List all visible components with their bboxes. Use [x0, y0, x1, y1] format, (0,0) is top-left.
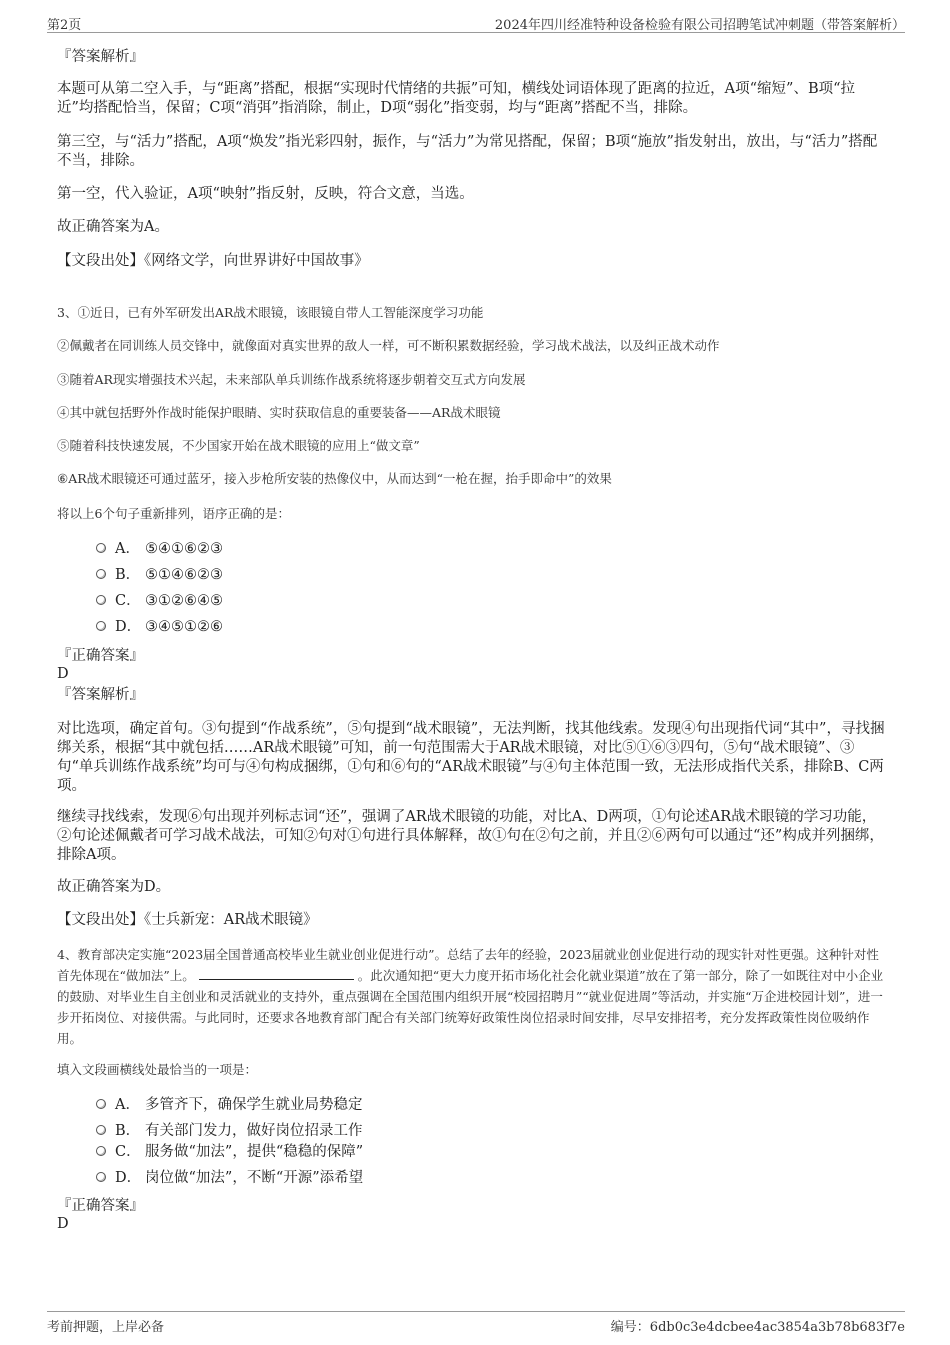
footer-slogan: 考前押题，上岸必备 — [47, 1320, 165, 1335]
page-header — [47, 12, 905, 33]
radio-icon[interactable] — [96, 1172, 106, 1182]
q4-option-b[interactable]: B． 有关部门发力，做好岗位招录工作 — [96, 1121, 363, 1141]
q4-passage: 4、教育部决定实施“2023届全国普通高校毕业生就业创业促进行动”。总结了去年的经验，2023届就业创业促进行动的现实针对性更强。这种针对性首先体现在“做加法”上。 。此次通知把“更大力度开拓市场化社会化就业渠道”放在了第一部分，除了一如既往对中小企业的鼓励、对毕业生自主创业和灵活就业的支持外，重点强调在全国范围内组织开展“校园招聘月”“就业促进周”等活动，并实施“万企进校园计划”，进一步开拓岗位、对接供需。与此同时，还要求各地教育部门配合有关部门统筹好政策性岗位招录时间安排，尽早安排招考，充分发挥政策性岗位吸纳作用。 — [57, 947, 884, 1046]
q3-sentence-5: ⑤随着科技快速发展，不少国家开始在战术眼镜的应用上“做文章” — [57, 438, 420, 453]
q3-option-a[interactable]: A． ⑤④①⑥②③ — [96, 539, 223, 559]
q3-sentence-3: ③随着AR现实增强技术兴起，未来部队单兵训练作战系统将逐步朝着交互式方向发展 — [57, 372, 526, 387]
radio-icon[interactable] — [96, 543, 106, 553]
document-title: 2024年四川经准特种设备检验有限公司招聘笔试冲刺题（带答案解析） — [494, 18, 905, 33]
radio-icon[interactable] — [96, 1099, 106, 1109]
q3-analysis-p2: 继续寻找线索，发现⑥句出现并列标志词“还”，强调了AR战术眼镜的功能，对比A、D两项，①句论述AR战术眼镜的学习功能，②句论述佩戴者可学习战术战法，可知②句对①句进行具体解释，故①句在②句之前，并且②⑥两句可以通过“还”构成并列捆绑，排除A项。 — [57, 809, 884, 863]
q3-sentence-2: ②佩戴者在同训练人员交锋中，就像面对真实世界的敌人一样，可不断积累数据经验，学习战术战法，以及纠正战术动作 — [57, 338, 720, 353]
answer-blank — [199, 967, 354, 980]
q3-prompt: 将以上6个句子重新排列，语序正确的是： — [57, 506, 290, 521]
radio-icon[interactable] — [96, 1146, 106, 1156]
radio-icon[interactable] — [96, 569, 106, 579]
q4-option-d[interactable]: D． 岗位做“加法”，不断“开源”添希望 — [96, 1168, 363, 1188]
q3-option-b[interactable]: B． ⑤①④⑥②③ — [96, 565, 223, 585]
q3-answer-label: 『正确答案』 — [57, 648, 144, 664]
page-number: 第2页 — [47, 18, 82, 33]
q2-analysis-p4: 故正确答案为A。 — [57, 219, 169, 235]
q3-source: 【文段出处】《士兵新宠：AR战术眼镜》 — [57, 912, 318, 928]
q2-analysis-p3: 第一空，代入验证，A项“映射”指反射，反映，符合文意，当选。 — [57, 186, 474, 202]
q3-sentence-1: 3、①近日，已有外军研发出AR战术眼镜，该眼镜自带人工智能深度学习功能 — [57, 305, 484, 320]
q2-analysis-p2: 第三空，与“活力”搭配，A项“焕发”指光彩四射，振作，与“活力”为常见搭配，保留；B项“施放”指发射出，放出，与“活力”搭配不当，排除。 — [57, 134, 878, 169]
q4-option-c[interactable]: C． 服务做“加法”，提供“稳稳的保障” — [96, 1142, 363, 1162]
q2-analysis-p1: 本题可从第二空入手，与“距离”搭配，根据“实现时代情绪的共振”可知，横线处词语体现了距离的拉近，A项“缩短”、B项“拉近”均搭配恰当，保留；C项“消弭”指消除，制止，D项“弱化”指变弱，均与“距离”搭配不当，排除。 — [57, 81, 856, 116]
radio-icon[interactable] — [96, 621, 106, 631]
q3-analysis-label: 『答案解析』 — [57, 687, 144, 703]
radio-icon[interactable] — [96, 595, 106, 605]
q3-option-d[interactable]: D． ③④⑤①②⑥ — [96, 617, 223, 637]
q4-prompt: 填入文段画横线处最恰当的一项是： — [57, 1062, 258, 1077]
q3-sentence-6: ⑥AR战术眼镜还可通过蓝牙，接入步枪所安装的热像仪中，从而达到“一枪在握，抬手即命中”的效果 — [57, 471, 612, 486]
radio-icon[interactable] — [96, 1125, 106, 1135]
page-footer — [47, 1311, 905, 1335]
q3-analysis-p1: 对比选项，确定首句。③句提到“作战系统”，⑤句提到“战术眼镜”，无法判断，找其他线索。发现④句出现指代词“其中”，寻找捆绑关系，根据“其中就包括……AR战术眼镜”可知，前一句范围需大于AR战术眼镜，对比⑤①⑥③四句，⑤句“战术眼镜”、③句“单兵训练作战系统”均可与④句构成捆绑，①句和⑥句的“AR战术眼镜”与④句主体范围一致，无法形成指代关系，排除B、C两项。 — [57, 721, 885, 794]
q2-source: 【文段出处】《网络文学，向世界讲好中国故事》 — [57, 253, 369, 269]
q4-answer: D — [57, 1216, 69, 1232]
q3-sentence-4: ④其中就包括野外作战时能保护眼睛、实时获取信息的重要装备——AR战术眼镜 — [57, 405, 501, 420]
q3-answer: D — [57, 666, 69, 682]
q4-answer-label: 『正确答案』 — [57, 1198, 144, 1214]
footer-serial: 编号：6db0c3e4dcbee4ac3854a3b78b683f7e — [610, 1320, 905, 1335]
q3-option-c[interactable]: C． ③①②⑥④⑤ — [96, 591, 223, 611]
q3-analysis-p3: 故正确答案为D。 — [57, 879, 171, 895]
q2-analysis-label: 『答案解析』 — [57, 49, 144, 65]
q4-option-a[interactable]: A． 多管齐下，确保学生就业局势稳定 — [96, 1095, 363, 1115]
